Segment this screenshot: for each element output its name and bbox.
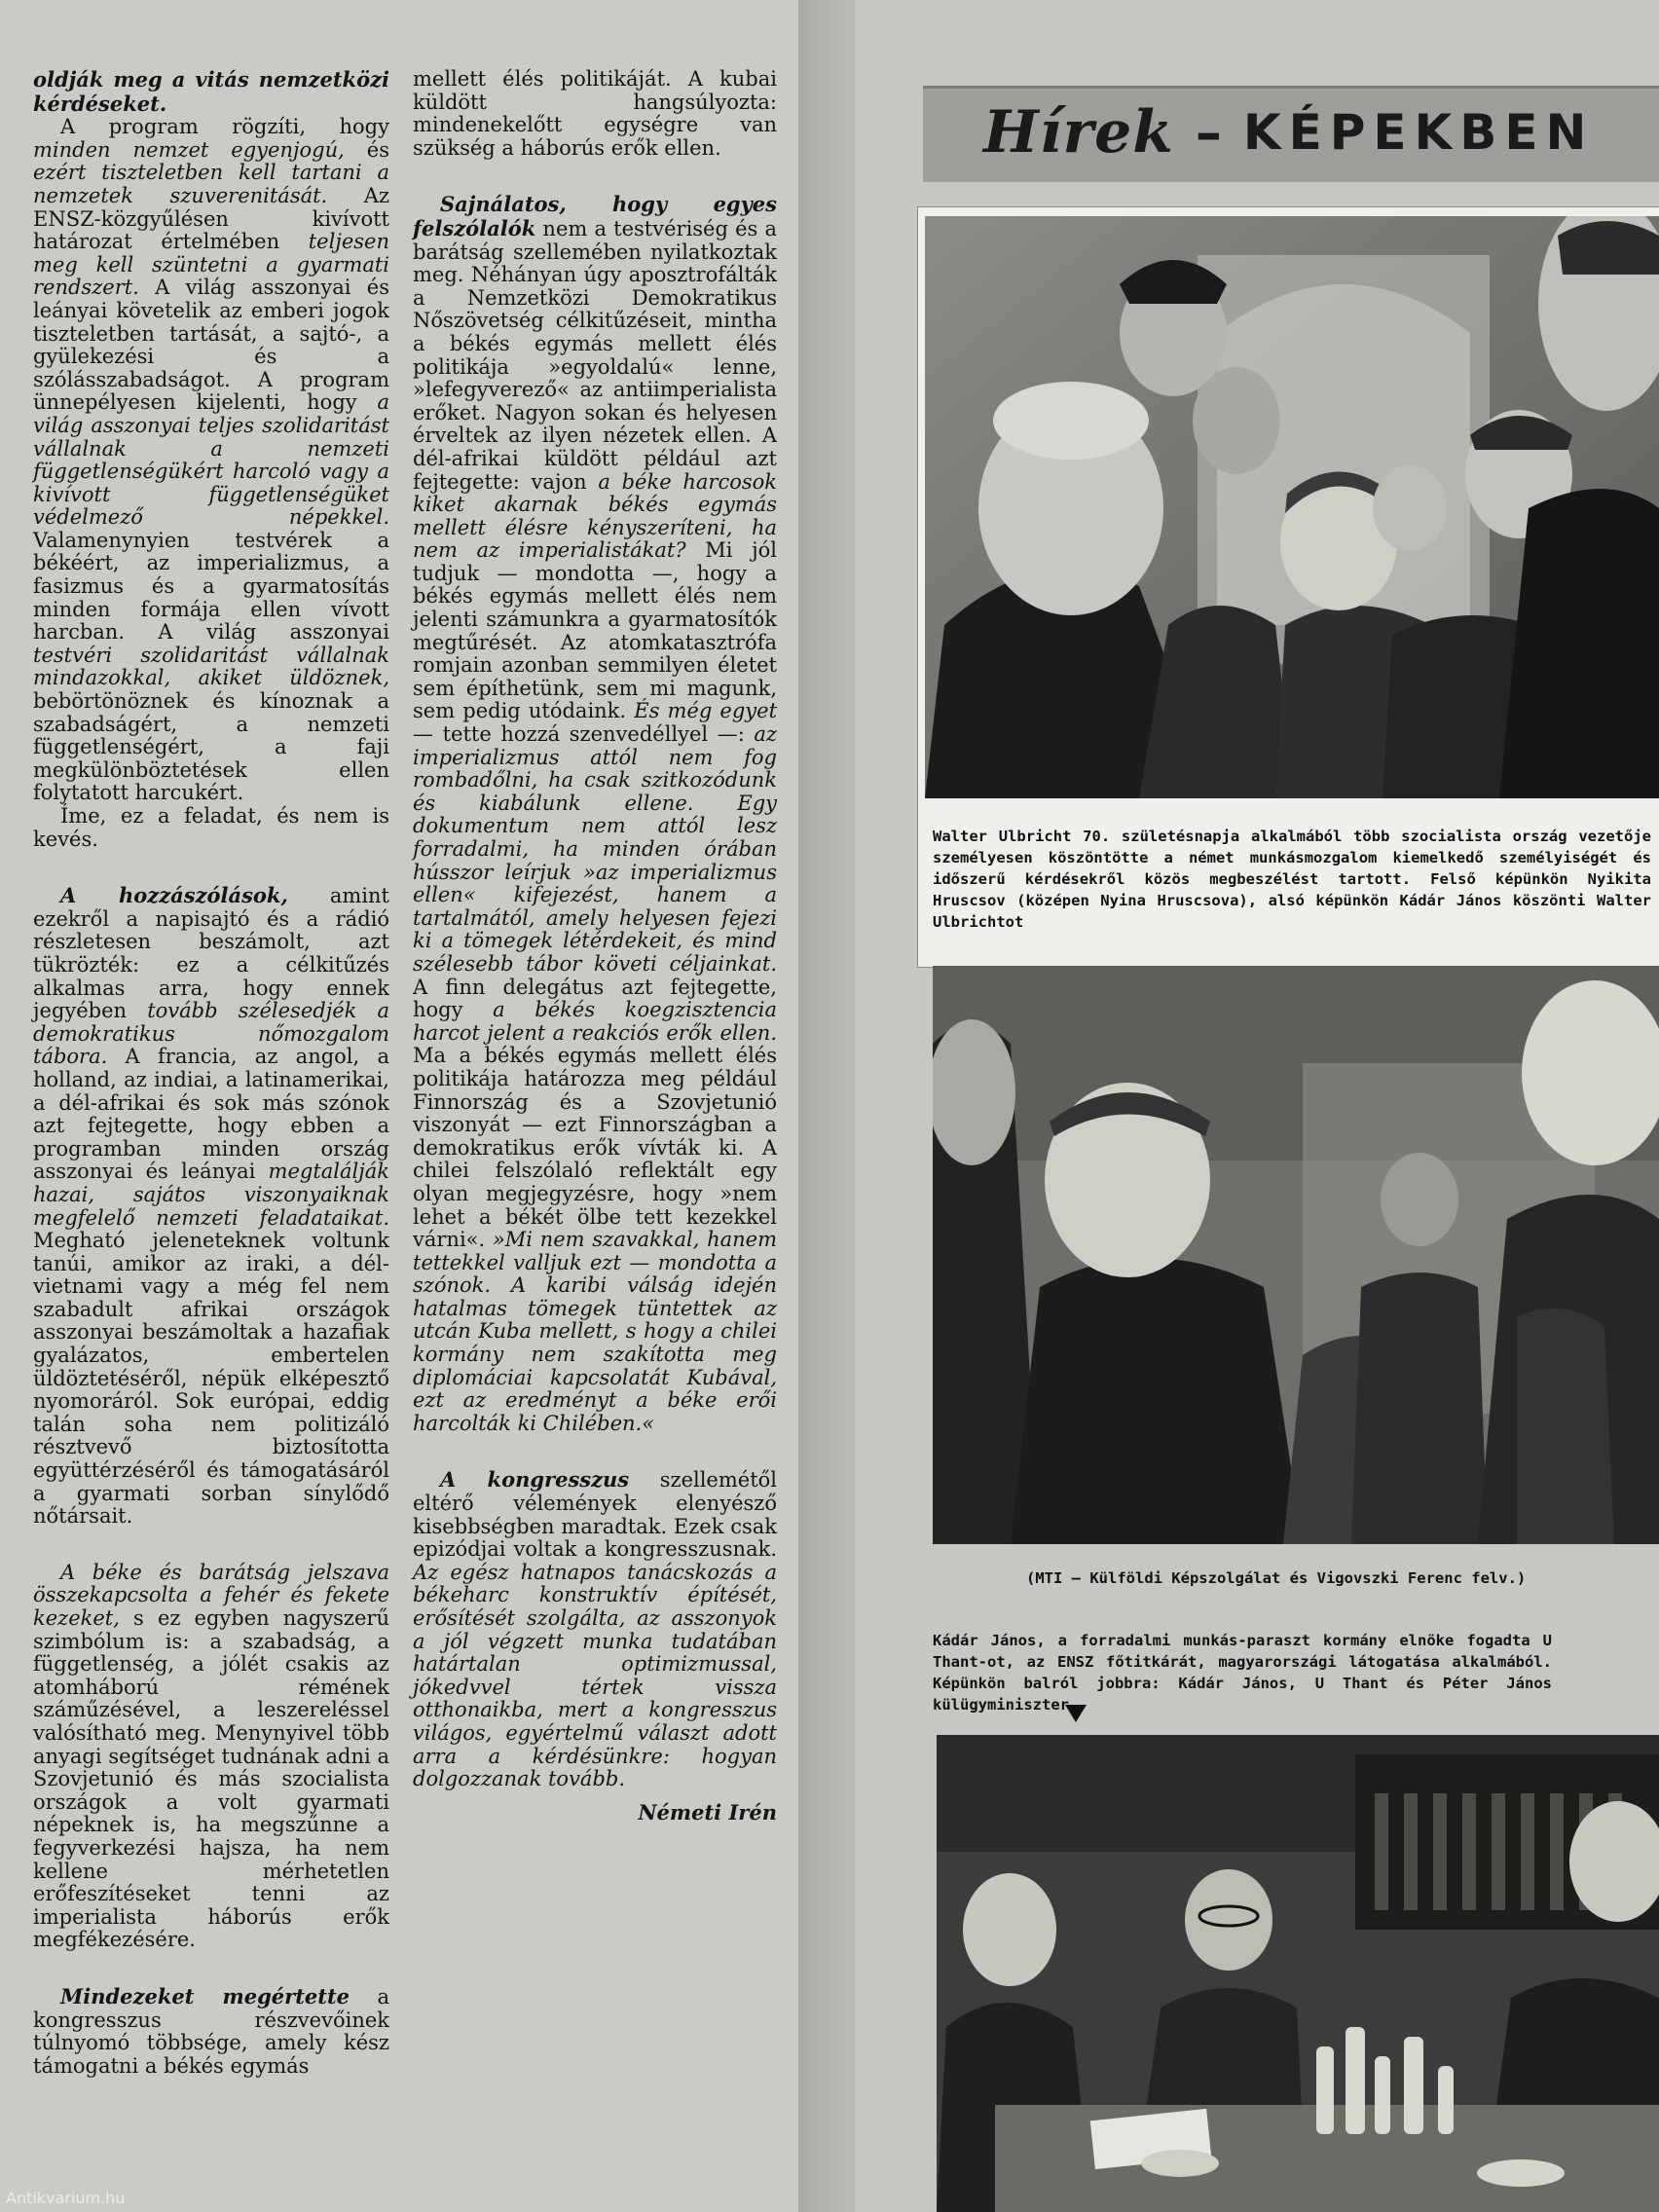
header-script-title: Hírek	[983, 98, 1174, 166]
article-paragraph: A kongresszus szellemétől eltérő vélemények elenyésző kisebbségben maradtak. Ezek csak epizódjai voltak a kongresszusnak. Az egész hatnapos tanácskozás a békeharc konstruktív építését, erősítését szolgálta, az asszonyok a jól végzett munka tudatában határtalan optimizmussal, jókedvvel tértek vissza otthonaikba, mert a kongresszus világos, egyértelmű választ adott arra a kérdésünkre: hogyan dolgozzanak tovább.	[413, 1467, 777, 1791]
section-header	[983, 93, 1655, 171]
photo-kadar-greeting	[933, 966, 1659, 1544]
article-paragraph: Sajnálatos, hogy egyes felszólalók nem a testvériség és a barátság szellemében nyilatkoztak meg. Néhányan úgy aposztrofálták a Nemzetközi Demokratikus Nőszövetség célkitűzéseit, mintha a békés egymás mellett élés politikája »egyoldalú« lenne, »lefegyverező« az antiimperialista erőket. Nagyon sokan és helyesen érveltek az ilyen nézetek ellen. A dél-afrikai küldött például azt fejtegette: vajon a béke harcosok kiket akarnak békés egymás mellett élésre kényszeríteni, ha nem az imperialistákat? Mi jól tudjuk — mondotta —, hogy a békés egymás mellett élés nem jelenti számunkra a gyarmatosítók megtűrését. Az atomkatasztrófa romjain azonban semmilyen életet sem építhetünk, sem mi magunk, sem pedig utódaink. És még egyet — tette hozzá szenvedéllyel —: az imperializmus attól nem fog rombadőlni, ha csak szitkozódunk és kiabálunk ellene. Egy dokumentum nem attól lesz forradalmi, ha minden órában hússzor leírjuk »az imperializmus ellen« kifejezést, hanem a tartalmától, amely helyesen fejezi ki a tömegek létérdekeit, és mind szélesebb tábor követi céljainkat. A finn delegátus azt fejtegette, hogy a békés koegzisztencia harcot jelent a reakciós erők ellen. Ma a békés egymás mellett élés politikája határozza meg például Finnország és a Szovjetunió viszonyát — ezt Finnországban a demokratikus erők vívták ki. A chilei felszólaló reflektált egy olyan megjegyzésre, hogy »nem lehet a békét ölbe tett kezekkel várni«. »Mi nem szavakkal, hanem tettekkel valljuk ezt — mondotta a szónok. A karibi válság idején hatalmas tömegek tüntettek az utcán Kuba mellett, s hogy a chilei kormány nem szakította meg diplomáciai kapcsolatát Kubával, ezt az eredményt a béke erői harcolták ki Chilében.«	[413, 192, 778, 1435]
article-paragraph: A béke és barátság jelszava összekapcsolta a fehér és fekete kezeket, s ez egyben nagyszerű szimbólum is: a szabadság, a függetlenség, a jólét csakis az atomháború rémének száműzésével, a leszereléssel valósítható meg. Menynyivel több anyagi segítséget tudnának adni a Szovjetunió és más szocialista országok a volt gyarmati népeknek is, ha megszűnne a fegyverkezési hajsza, ha nem kellene mérhetetlen erőfeszítéseket tenni az imperialista háborús erők megfékezésére.	[33, 1560, 389, 1952]
photo-khrushchev-greeting	[925, 216, 1659, 798]
header-caps-title: KÉPEKBEN	[1242, 104, 1595, 161]
article-column-1	[33, 68, 389, 2078]
page-gutter	[798, 0, 855, 2212]
down-arrow-icon	[1065, 1705, 1087, 1722]
photo-credit: (MTI — Külföldi Képszolgálat és Vigovszki Ferenc felv.)	[1026, 1569, 1527, 1587]
caption-kadar-u-thant: Kádár János, a forradalmi munkás-paraszt kormány elnöke fogadta U Thant-ot, az ENSZ főtitkárát, magyarországi látogatása alkalmából. Képünkön balról jobbra: Kádár János, U Thant és Péter János külügyminiszter	[933, 1632, 1552, 1714]
photo-u-thant-meeting	[937, 1735, 1659, 2212]
article-paragraph: Mindezeket megértette a kongresszus részvevőinek túlnyomó többsége, amely kész támogatni a békés egymás	[33, 1983, 389, 2078]
article-paragraph: A program rögzíti, hogy minden nemzet egyenjogú, és ezért tiszteletben kell tartani a nemzetek szuverenitását. Az ENSZ-közgyűlésen kivívott határozat értelmében teljesen meg kell szüntetni a gyarmati rendszert. A világ asszonyai és leányai követelik az emberi jogok tiszteletben tartását, a sajtó-, a gyülekezési és a szólásszabadságot. A program ünnepélyesen kijelenti, hogy a világ asszonyai teljes szolidaritást vállalnak a nemzeti függetlenségükért harcoló vagy a kivívott függetlenségüket védelmező népekkel. Valamenynyien testvérek a békéért, az imperializmus, a fasizmus és a gyarmatosítás minden formája ellen vívott harcban. A világ asszonyai testvéri szolidaritást vállalnak mindazokkal, akiket üldöznek, bebörtönöznek és kínoznak a szabadságért, a nemzeti függetlenségért, a faji megkülönböztetések ellen folytatott harcukért.	[33, 115, 390, 805]
caption-ulbricht-birthday: Walter Ulbricht 70. születésnapja alkalmából több szocialista ország vezetője személyesen köszöntötte a német munkásmozgalom kiemelkedő személyiségét és időszerű kérdésekről közös megbeszélést tartott. Felső képünkön Nyikita Hruscsov (középen Nyina Hruscsova), alsó képünkön Kádár János köszönti Walter Ulbrichtot	[933, 828, 1651, 931]
article-paragraph: mellett élés politikáját. A kubai küldött hangsúlyozta: mindenekelőtt egységre van szükség a háborús erők ellen.	[413, 67, 777, 160]
header-dash: –	[1195, 101, 1222, 164]
article-paragraph: Íme, ez a feladat, és nem is kevés.	[33, 804, 389, 851]
article-paragraph: oldják meg a vitás nemzetközi kérdéseket.	[33, 67, 389, 116]
watermark-text: Antikvarium.hu	[6, 2189, 126, 2207]
article-column-2	[413, 68, 777, 1824]
author-signature: Németi Irén	[638, 1799, 777, 1825]
article-paragraph: A hozzászólások, amint ezekről a napisajtó és a rádió részletesen beszámolt, azt tükrözték: ez a célkitűzés alkalmas arra, hogy ennek jegyében tovább szélesedjék a demokratikus nőmozgalom tábora. A francia, az angol, a holland, az indiai, a latinamerikai, a dél-afrikai és sok más szónok azt fejtegette, hogy ebben a programban minden ország asszonyai és leányai megtalálják hazai, sajátos viszonyaiknak megfelelő nemzeti feladataikat. Megható jeleneteknek voltunk tanúi, amikor az iraki, a dél-vietnami vagy a még fel nem szabadult afrikai országok asszonyai beszámoltak a hazafiak gyalázatos, embertelen üldöztetéséről, népük elképesztő nyomoráról. Sok európai, eddig talán soha nem politizáló résztvevő biztosította együttérzéséről és támogatásáról a gyarmati sorban sínylődő nőtársait.	[33, 883, 389, 1529]
